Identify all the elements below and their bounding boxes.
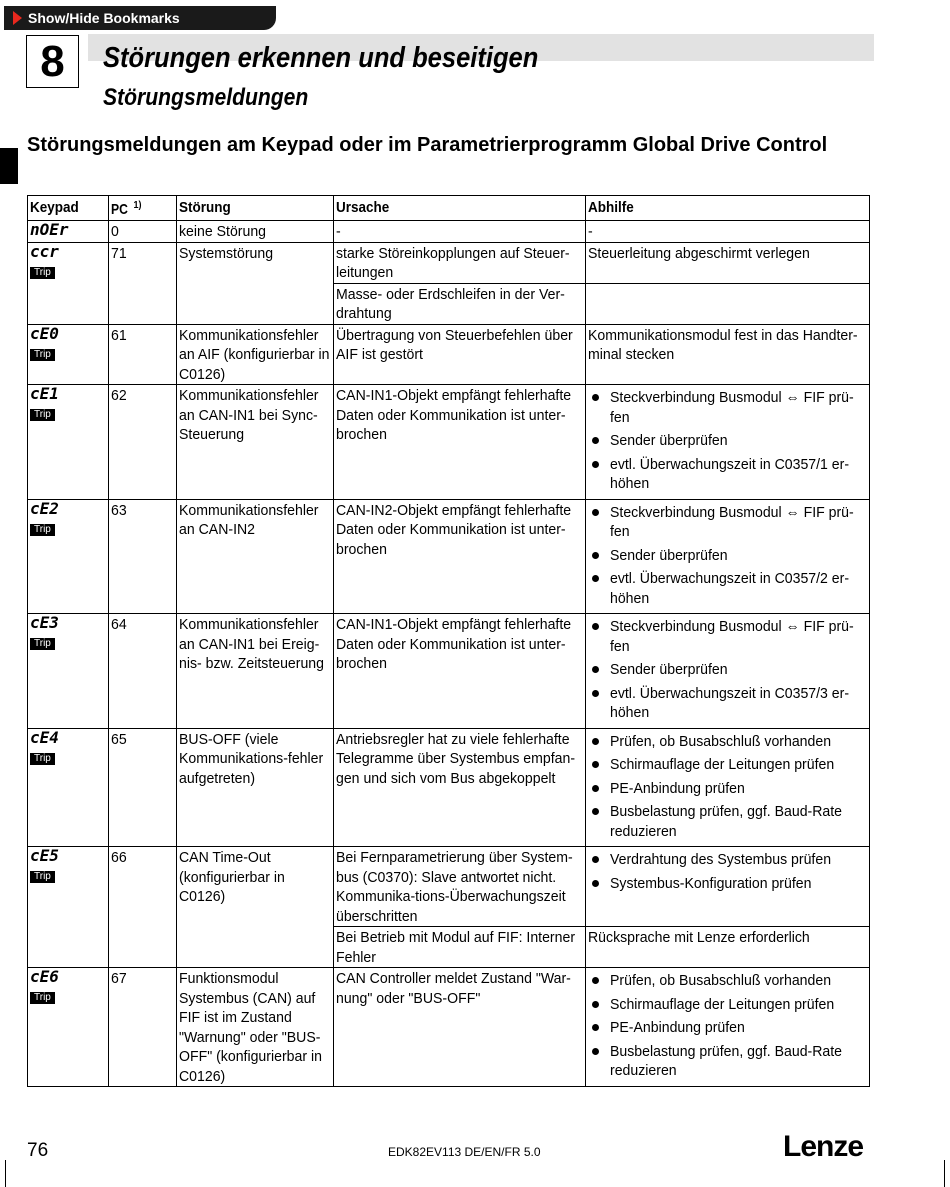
ursache-cell: CAN-IN1-Objekt empfängt fehlerhafte Daten oder Kommunikation ist unter-brochen bbox=[334, 385, 586, 500]
list-item: Sender überprüfen bbox=[588, 659, 867, 680]
header-keypad: Keypad bbox=[28, 196, 109, 221]
abhilfe-cell: Kommunikationsmodul fest in das Handter-minal stecken bbox=[586, 324, 870, 385]
abhilfe-cell bbox=[586, 847, 870, 927]
list-item: Busbelastung prüfen, ggf. Baud-Rate reduzieren bbox=[588, 1041, 867, 1081]
error-code: cE6 bbox=[30, 967, 59, 986]
abhilfe-cell bbox=[586, 385, 870, 500]
stoerung-cell: keine Störung bbox=[177, 221, 334, 243]
table-header-row bbox=[28, 196, 870, 221]
trip-badge: Trip bbox=[30, 871, 55, 883]
page-number: 76 bbox=[27, 1140, 49, 1161]
chapter-number-box bbox=[26, 35, 79, 88]
error-code: cE3 bbox=[30, 613, 59, 632]
stoerung-cell: Kommunikationsfehler an AIF (konfigurierbar in C0126) bbox=[177, 324, 334, 385]
trip-badge: Trip bbox=[30, 753, 55, 765]
list-item: Steckverbindung Busmodul ⇔ FIF prü-fen bbox=[588, 502, 867, 542]
table-row bbox=[28, 242, 870, 283]
list-item: Busbelastung prüfen, ggf. Baud-Rate reduzieren bbox=[588, 801, 867, 841]
ursache-cell: Masse- oder Erdschleifen in der Ver-drahtung bbox=[334, 283, 586, 324]
chapter-number: 8 bbox=[40, 36, 65, 86]
section-title: Störungsmeldungen am Keypad oder im Parametrierprogramm Global Drive Control bbox=[27, 134, 828, 156]
ursache-cell: CAN-IN2-Objekt empfängt fehlerhafte Daten oder Kommunikation ist unter-brochen bbox=[334, 499, 586, 614]
keypad-cell bbox=[28, 968, 109, 1087]
keypad-cell bbox=[28, 324, 109, 385]
bookmarks-button-label: Show/Hide Bookmarks bbox=[28, 10, 180, 26]
list-item: evtl. Überwachungszeit in C0357/1 er-höhen bbox=[588, 454, 867, 494]
error-code: cE4 bbox=[30, 727, 59, 747]
list-item: Prüfen, ob Busabschluß vorhanden bbox=[588, 731, 867, 752]
list-item: PE-Anbindung prüfen bbox=[588, 1017, 867, 1038]
error-code: cE2 bbox=[30, 498, 59, 518]
pc-cell: 61 bbox=[109, 324, 177, 385]
pc-cell: 67 bbox=[109, 968, 177, 1087]
list-item: Schirmauflage der Leitungen prüfen bbox=[588, 754, 867, 775]
list-item: evtl. Überwachungszeit in C0357/2 er-höhen bbox=[588, 568, 867, 608]
chapter-title: Störungen erkennen und beseitigen bbox=[103, 42, 539, 74]
keypad-cell bbox=[28, 385, 109, 500]
header-ursache: Ursache bbox=[334, 196, 586, 221]
trip-badge: Trip bbox=[30, 992, 55, 1004]
abhilfe-cell bbox=[586, 614, 870, 729]
abhilfe-cell bbox=[586, 499, 870, 614]
list-item: Schirmauflage der Leitungen prüfen bbox=[588, 994, 867, 1015]
pc-cell: 63 bbox=[109, 499, 177, 614]
stoerung-cell: Funktionsmodul Systembus (CAN) auf FIF ist im Zustand "Warnung" oder "BUS-OFF" (konfigurierbar in C0126) bbox=[177, 968, 334, 1087]
list-item: PE-Anbindung prüfen bbox=[588, 778, 867, 799]
ursache-cell: CAN-IN1-Objekt empfängt fehlerhafte Daten oder Kommunikation ist unter-brochen bbox=[334, 614, 586, 729]
ursache-cell: starke Störeinkopplungen auf Steuer-leitungen bbox=[334, 242, 586, 283]
list-item: Prüfen, ob Busabschluß vorhanden bbox=[588, 970, 867, 991]
document-id: EDK82EV113 DE/EN/FR 5.0 bbox=[388, 1145, 541, 1159]
keypad-cell bbox=[28, 728, 109, 847]
stoerung-cell: Kommunikationsfehler an CAN-IN1 bei Ereig-nis- bzw. Zeitsteuerung bbox=[177, 614, 334, 729]
error-code: ccr bbox=[30, 241, 59, 261]
abhilfe-cell bbox=[586, 283, 870, 324]
ursache-cell: Übertragung von Steuerbefehlen über AIF ist gestört bbox=[334, 324, 586, 385]
show-hide-bookmarks-button[interactable] bbox=[4, 6, 276, 30]
keypad-cell bbox=[28, 847, 109, 968]
error-code: nOEr bbox=[30, 220, 69, 239]
stoerung-cell: CAN Time-Out (konfigurierbar in C0126) bbox=[177, 847, 334, 968]
table-row bbox=[28, 221, 870, 243]
side-tab-marker bbox=[0, 148, 18, 184]
play-arrow-icon bbox=[13, 11, 22, 25]
keypad-cell bbox=[28, 242, 109, 324]
chapter-subtitle: Störungsmeldungen bbox=[103, 84, 309, 111]
table-row bbox=[28, 499, 870, 614]
table-row bbox=[28, 324, 870, 385]
list-item: evtl. Überwachungszeit in C0357/3 er-höhen bbox=[588, 683, 867, 723]
error-code: cE0 bbox=[30, 323, 59, 343]
header-stoerung: Störung bbox=[177, 196, 334, 221]
list-item: Steckverbindung Busmodul ⇔ FIF prü-fen bbox=[588, 387, 867, 427]
ursache-cell: - bbox=[334, 221, 586, 243]
header-pc: PC $^{1)}$ bbox=[109, 196, 177, 221]
ursache-cell: CAN Controller meldet Zustand "War-nung" oder "BUS-OFF" bbox=[334, 968, 586, 1087]
table-row bbox=[28, 385, 870, 500]
error-code: cE1 bbox=[30, 384, 59, 403]
lenze-logo: Lenze bbox=[783, 1130, 864, 1163]
table-row bbox=[28, 968, 870, 1087]
pc-cell: 65 bbox=[109, 728, 177, 847]
table-row bbox=[28, 847, 870, 927]
stoerung-cell: Systemstörung bbox=[177, 242, 334, 324]
keypad-cell bbox=[28, 499, 109, 614]
error-messages-table bbox=[27, 195, 870, 1087]
trip-badge: Trip bbox=[30, 267, 55, 279]
header-abhilfe: Abhilfe bbox=[586, 196, 870, 221]
stoerung-cell: Kommunikationsfehler an CAN-IN2 bbox=[177, 499, 334, 614]
error-code: cE5 bbox=[30, 846, 59, 865]
keypad-cell bbox=[28, 221, 109, 243]
pc-cell: 62 bbox=[109, 385, 177, 500]
trip-badge: Trip bbox=[30, 349, 55, 361]
ursache-cell: Antriebsregler hat zu viele fehlerhafte Telegramme über Systembus empfan-gen und sich vom Bus abgekoppelt bbox=[334, 728, 586, 847]
list-item: Steckverbindung Busmodul ⇔ FIF prü-fen bbox=[588, 616, 867, 656]
trip-badge: Trip bbox=[30, 409, 55, 421]
pc-cell: 64 bbox=[109, 614, 177, 729]
abhilfe-cell bbox=[586, 968, 870, 1087]
trip-badge: Trip bbox=[30, 524, 55, 536]
abhilfe-cell bbox=[586, 728, 870, 847]
abhilfe-cell: Steuerleitung abgeschirmt verlegen bbox=[586, 242, 870, 283]
abhilfe-cell: Rücksprache mit Lenze erforderlich bbox=[586, 927, 870, 968]
crop-mark-right bbox=[944, 1160, 945, 1187]
pc-cell: 0 bbox=[109, 221, 177, 243]
pc-cell: 71 bbox=[109, 242, 177, 324]
ursache-cell: Bei Fernparametrierung über System-bus (C0370): Slave antwortet nicht. Kommunika-tions-Überwachungszeit überschritten bbox=[334, 847, 586, 927]
list-item: Verdrahtung des Systembus prüfen bbox=[588, 849, 867, 870]
table-row bbox=[28, 614, 870, 729]
table-row bbox=[28, 728, 870, 847]
stoerung-cell: BUS-OFF (viele Kommunikations-fehler aufgetreten) bbox=[177, 728, 334, 847]
crop-mark-left bbox=[5, 1160, 6, 1187]
list-item: Systembus-Konfiguration prüfen bbox=[588, 873, 867, 894]
abhilfe-cell: - bbox=[586, 221, 870, 243]
pc-cell: 66 bbox=[109, 847, 177, 968]
ursache-cell: Bei Betrieb mit Modul auf FIF: Interner Fehler bbox=[334, 927, 586, 968]
trip-badge: Trip bbox=[30, 638, 55, 650]
stoerung-cell: Kommunikationsfehler an CAN-IN1 bei Sync-Steuerung bbox=[177, 385, 334, 500]
list-item: Sender überprüfen bbox=[588, 430, 867, 451]
list-item: Sender überprüfen bbox=[588, 545, 867, 566]
keypad-cell bbox=[28, 614, 109, 729]
